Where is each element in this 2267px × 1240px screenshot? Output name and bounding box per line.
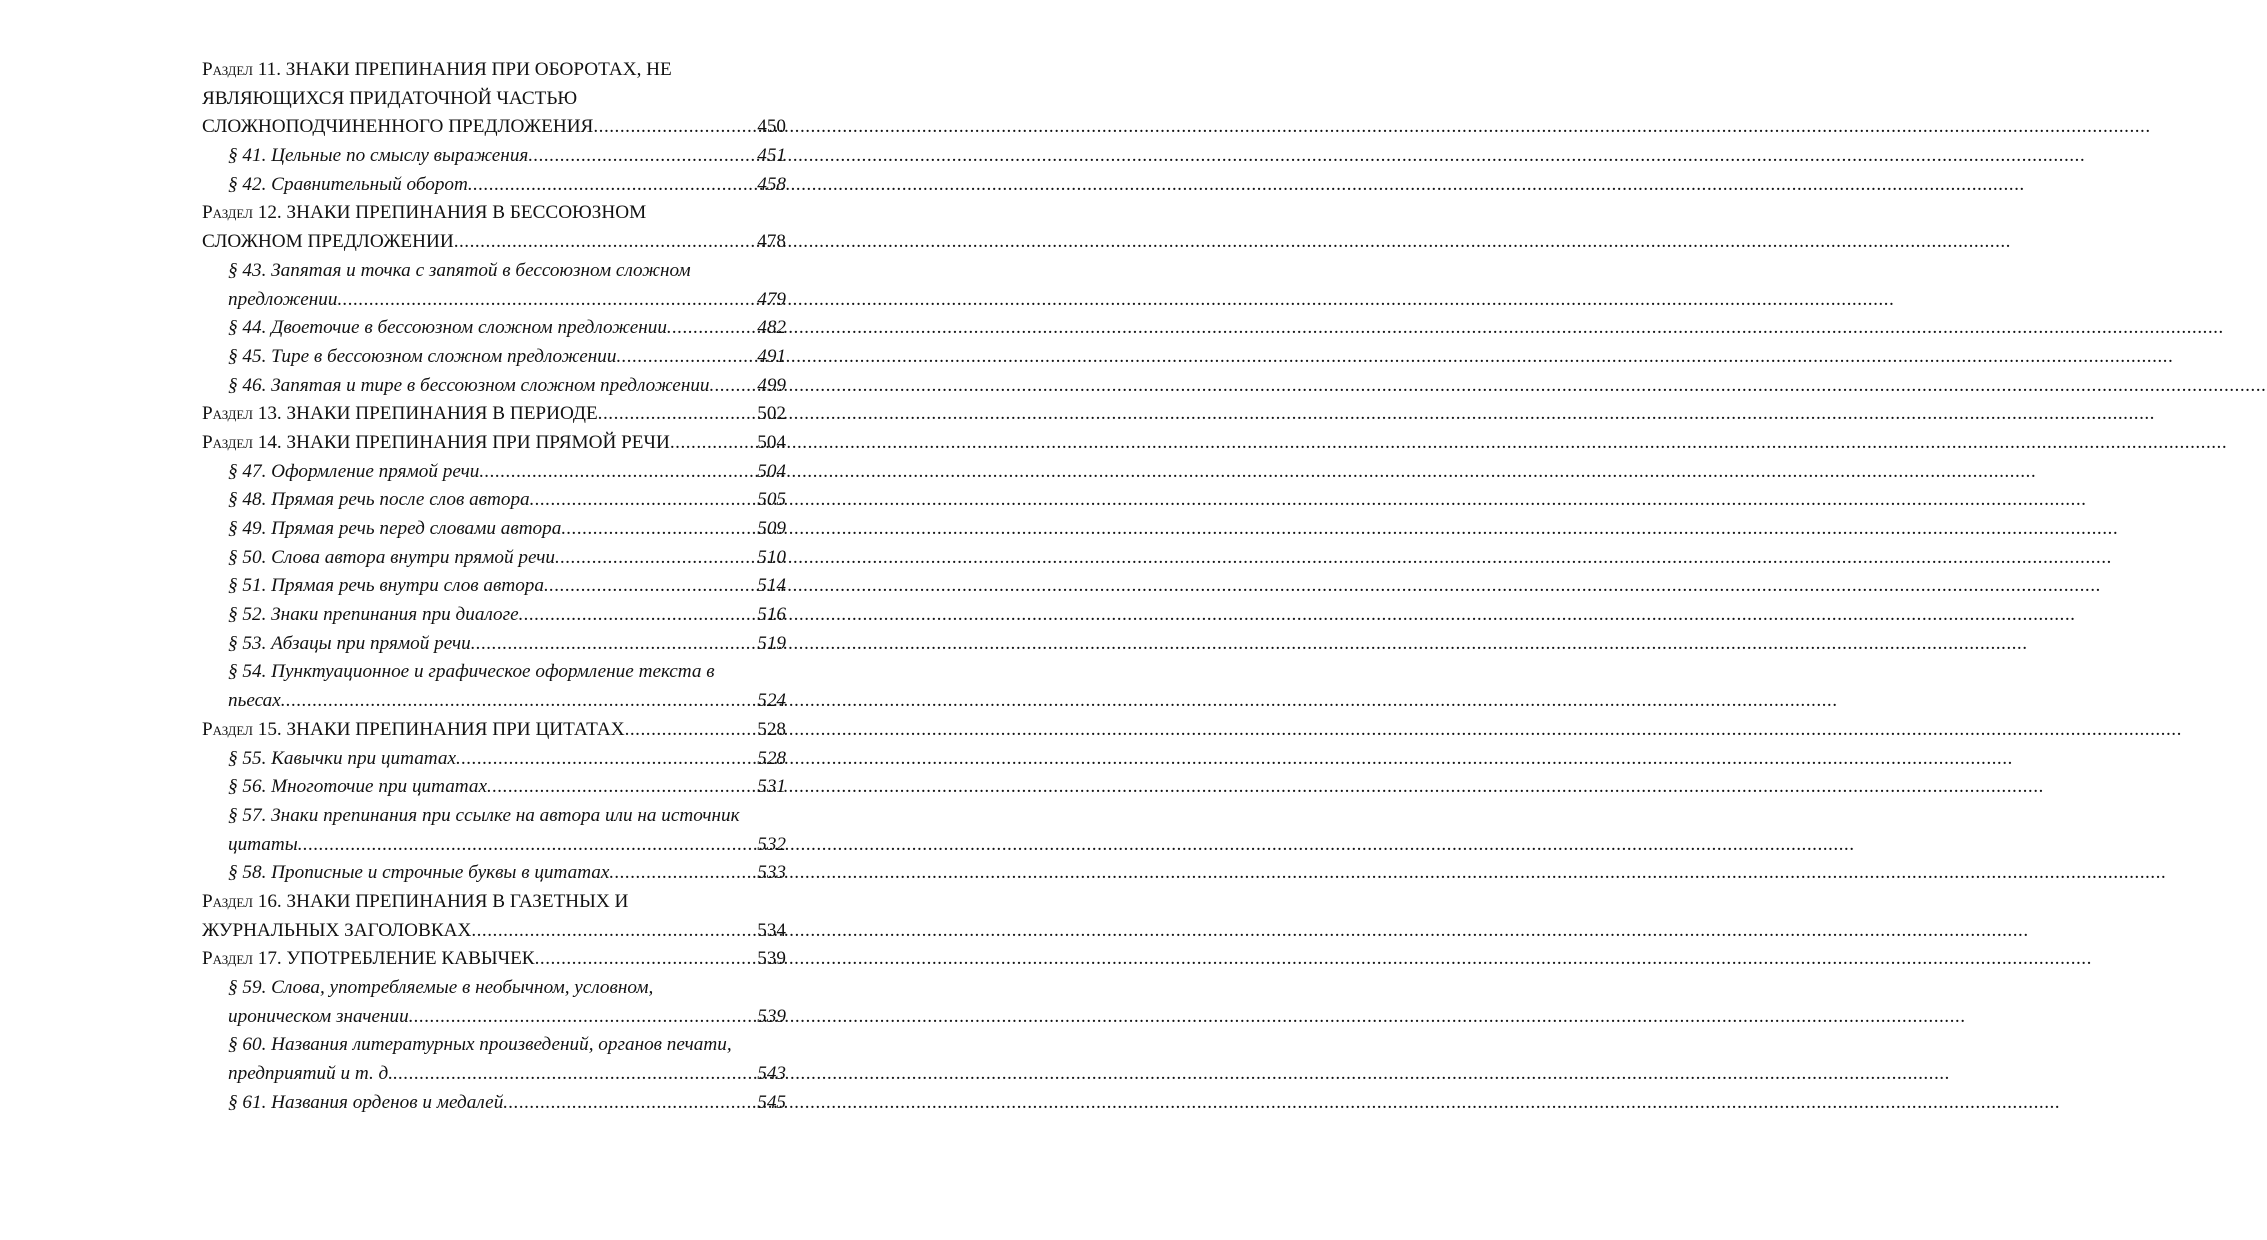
toc-dot-leader xyxy=(544,572,757,601)
toc-title-text: Раздел 12. ЗНАКИ ПРЕПИНАНИЯ В БЕССОЮЗНОМ xyxy=(202,202,647,224)
toc-title-text: пьесах xyxy=(228,690,281,712)
toc-title-text: § 54. Пунктуационное и графическое оформление текста в xyxy=(228,661,715,683)
toc-title-text: Раздел 13. ЗНАКИ ПРЕПИНАНИЯ В ПЕРИОДЕ xyxy=(202,403,598,425)
toc-line xyxy=(202,802,786,831)
toc-paragraph-entry xyxy=(202,171,786,200)
toc-paragraph-entry xyxy=(202,372,786,401)
toc-dot-leader xyxy=(598,400,758,429)
toc-title-text: § 42. Сравнительный оборот xyxy=(228,173,468,195)
toc-section-entry xyxy=(202,56,786,142)
toc-page-number: 539 xyxy=(757,948,786,970)
toc-title-text: Раздел 14. ЗНАКИ ПРЕПИНАНИЯ ПРИ ПРЯМОЙ РЕЧИ xyxy=(202,431,670,453)
toc-section-entry xyxy=(202,945,786,974)
toc-dot-leader xyxy=(468,171,757,200)
toc-title-text: § 53. Абзацы при прямой речи xyxy=(228,632,471,654)
toc-line xyxy=(202,257,786,286)
toc-paragraph-entry xyxy=(202,486,786,515)
toc-title-text: § 56. Многоточие при цитатах xyxy=(228,776,488,798)
toc-page-number: 510 xyxy=(757,546,786,568)
toc-paragraph-entry xyxy=(202,257,786,314)
toc-line xyxy=(202,400,786,429)
toc-line xyxy=(202,658,786,687)
toc-title-text: Раздел 16. ЗНАКИ ПРЕПИНАНИЯ В ГАЗЕТНЫХ И xyxy=(202,890,629,912)
toc-line xyxy=(202,974,786,1003)
toc-line xyxy=(202,572,786,601)
toc-paragraph-entry xyxy=(202,544,786,573)
toc-paragraph-entry xyxy=(202,515,786,544)
toc-page-number: 514 xyxy=(757,575,786,597)
toc-paragraph-entry xyxy=(202,630,786,659)
toc-dot-leader xyxy=(667,314,757,343)
toc-title-text: ЯВЛЯЮЩИХСЯ ПРИДАТОЧНОЙ ЧАСТЬЮ xyxy=(202,87,578,109)
toc-title-text: § 47. Оформление прямой речи xyxy=(228,460,480,482)
toc-page-number: 532 xyxy=(757,833,786,855)
toc-page-number: 491 xyxy=(757,345,786,367)
toc-title-text: § 48. Прямая речь после слов автора xyxy=(228,489,530,511)
toc-line xyxy=(202,544,786,573)
toc-dot-leader xyxy=(479,458,757,487)
toc-title-text: § 51. Прямая речь внутри слов автора xyxy=(228,575,544,597)
toc-page-number: 450 xyxy=(757,116,786,138)
toc-dot-leader xyxy=(555,544,757,573)
toc-title-text: цитаты xyxy=(228,833,298,855)
toc-line xyxy=(202,1089,786,1118)
toc-title-text: § 44. Двоеточие в бессоюзном сложном предложении xyxy=(228,317,667,339)
toc-dot-leader xyxy=(471,917,757,946)
toc-page-number: 528 xyxy=(757,747,786,769)
toc-line xyxy=(202,171,786,200)
toc-line xyxy=(202,113,786,142)
toc-dot-leader xyxy=(281,687,758,716)
toc-line xyxy=(202,458,786,487)
table-of-contents xyxy=(202,56,786,1117)
toc-line xyxy=(202,917,786,946)
toc-dot-leader xyxy=(298,831,757,860)
toc-page-number: 499 xyxy=(757,374,786,396)
toc-title-text: § 57. Знаки препинания при ссылке на автора или на источник xyxy=(228,804,740,826)
toc-line xyxy=(202,745,786,774)
toc-line xyxy=(202,888,786,917)
toc-line xyxy=(202,228,786,257)
document-page xyxy=(0,0,874,1240)
toc-paragraph-entry xyxy=(202,343,786,372)
toc-page-number: 539 xyxy=(757,1005,786,1027)
toc-dot-leader xyxy=(593,113,757,142)
toc-page-number: 516 xyxy=(757,604,786,626)
toc-dot-leader xyxy=(519,601,758,630)
toc-line xyxy=(202,515,786,544)
toc-title-text: § 43. Запятая и точка с запятой в бессоюзном сложном xyxy=(228,259,691,281)
toc-page-number: 479 xyxy=(757,288,786,310)
toc-dot-leader xyxy=(487,773,757,802)
toc-dot-leader xyxy=(530,486,758,515)
toc-paragraph-entry xyxy=(202,859,786,888)
toc-line xyxy=(202,314,786,343)
toc-dot-leader xyxy=(609,859,757,888)
toc-title-text: § 50. Слова автора внутри прямой речи xyxy=(228,546,556,568)
toc-title-text: § 41. Цельные по смыслу выражения xyxy=(228,145,529,167)
toc-dot-leader xyxy=(393,1060,757,1089)
toc-title-text: § 45. Тире в бессоюзном сложном предложении xyxy=(228,345,617,367)
toc-page-number: 504 xyxy=(757,460,786,482)
toc-dot-leader xyxy=(710,372,758,401)
toc-section-entry xyxy=(202,199,786,256)
toc-page-number: 504 xyxy=(757,431,786,453)
toc-page-number: 451 xyxy=(757,145,786,167)
toc-paragraph-entry xyxy=(202,314,786,343)
toc-dot-leader xyxy=(337,286,757,315)
toc-title-text: § 61. Названия орденов и медалей xyxy=(228,1091,504,1113)
toc-paragraph-entry xyxy=(202,601,786,630)
toc-title-text: § 46. Запятая и тире в бессоюзном сложном предложении xyxy=(228,374,710,396)
toc-page-number: 458 xyxy=(757,173,786,195)
toc-paragraph-entry xyxy=(202,572,786,601)
toc-paragraph-entry xyxy=(202,142,786,171)
toc-line xyxy=(202,429,786,458)
toc-paragraph-entry xyxy=(202,658,786,715)
toc-line xyxy=(202,716,786,745)
toc-page-number: 509 xyxy=(757,518,786,539)
toc-dot-leader xyxy=(625,716,758,745)
toc-line xyxy=(202,630,786,659)
toc-line xyxy=(202,773,786,802)
toc-section-entry xyxy=(202,716,786,745)
toc-line xyxy=(202,142,786,171)
toc-line xyxy=(202,1031,786,1060)
toc-line xyxy=(202,85,786,114)
toc-dot-leader xyxy=(616,343,757,372)
toc-dot-leader xyxy=(503,1089,757,1118)
toc-dot-leader xyxy=(454,228,758,257)
toc-line xyxy=(202,343,786,372)
toc-title-text: Раздел 11. ЗНАКИ ПРЕПИНАНИЯ ПРИ ОБОРОТАХ, НЕ xyxy=(202,59,672,80)
toc-line xyxy=(202,372,786,401)
toc-line xyxy=(202,1060,786,1089)
toc-title-text: § 59. Слова, употребляемые в необычном, условном, xyxy=(228,977,654,998)
toc-title-text: предложении xyxy=(228,288,338,310)
toc-title-text: предприятий и т. д. xyxy=(228,1063,394,1085)
toc-line xyxy=(202,199,786,228)
toc-line xyxy=(202,286,786,315)
toc-page-number: 524 xyxy=(757,690,786,712)
toc-line xyxy=(202,945,786,974)
toc-paragraph-entry xyxy=(202,1031,786,1088)
toc-title-text: § 52. Знаки препинания при диалоге xyxy=(228,604,519,626)
toc-paragraph-entry xyxy=(202,974,786,1031)
toc-dot-leader xyxy=(535,945,758,974)
toc-line xyxy=(202,859,786,888)
toc-paragraph-entry xyxy=(202,802,786,859)
toc-paragraph-entry xyxy=(202,1089,786,1118)
toc-page-number: 534 xyxy=(757,919,786,941)
toc-line xyxy=(202,486,786,515)
toc-page-number: 519 xyxy=(757,632,786,654)
toc-title-text: СЛОЖНОПОДЧИНЕННОГО ПРЕДЛОЖЕНИЯ xyxy=(202,116,594,138)
toc-title-text: § 58. Прописные и строчные буквы в цитатах xyxy=(228,862,610,884)
toc-page-number: 528 xyxy=(757,718,786,740)
toc-dot-leader xyxy=(528,142,757,171)
toc-page-number: 478 xyxy=(757,231,786,253)
toc-line xyxy=(202,601,786,630)
toc-title-text: ЖУРНАЛЬНЫХ ЗАГОЛОВКАХ xyxy=(202,919,472,941)
toc-page-number: 482 xyxy=(757,317,786,339)
toc-page-number: 505 xyxy=(757,489,786,511)
toc-title-text: ироническом значении xyxy=(228,1005,409,1027)
toc-paragraph-entry xyxy=(202,745,786,774)
toc-title-text: Раздел 17. УПОТРЕБЛЕНИЕ КАВЫЧЕК xyxy=(202,948,535,970)
toc-title-text: § 49. Прямая речь перед словами автора xyxy=(228,518,562,539)
toc-page-number: 502 xyxy=(757,403,786,425)
toc-page-number: 543 xyxy=(757,1063,786,1085)
toc-page-number: 531 xyxy=(757,776,786,798)
toc-section-entry xyxy=(202,429,786,458)
toc-line xyxy=(202,831,786,860)
toc-section-entry xyxy=(202,888,786,945)
toc-title-text: СЛОЖНОМ ПРЕДЛОЖЕНИИ xyxy=(202,231,454,253)
toc-paragraph-entry xyxy=(202,458,786,487)
toc-line xyxy=(202,56,786,85)
toc-dot-leader xyxy=(471,630,757,659)
toc-dot-leader xyxy=(561,515,757,544)
toc-title-text: § 55. Кавычки при цитатах xyxy=(228,747,457,769)
toc-dot-leader xyxy=(409,1003,758,1032)
toc-paragraph-entry xyxy=(202,773,786,802)
toc-dot-leader xyxy=(456,745,757,774)
toc-dot-leader xyxy=(670,429,757,458)
toc-title-text: § 60. Названия литературных произведений, органов печати, xyxy=(228,1034,732,1056)
toc-page-number: 545 xyxy=(757,1091,786,1113)
toc-page-number: 533 xyxy=(757,862,786,884)
toc-line xyxy=(202,1003,786,1032)
toc-line xyxy=(202,687,786,716)
toc-title-text: Раздел 15. ЗНАКИ ПРЕПИНАНИЯ ПРИ ЦИТАТАХ xyxy=(202,718,625,740)
toc-section-entry xyxy=(202,400,786,429)
